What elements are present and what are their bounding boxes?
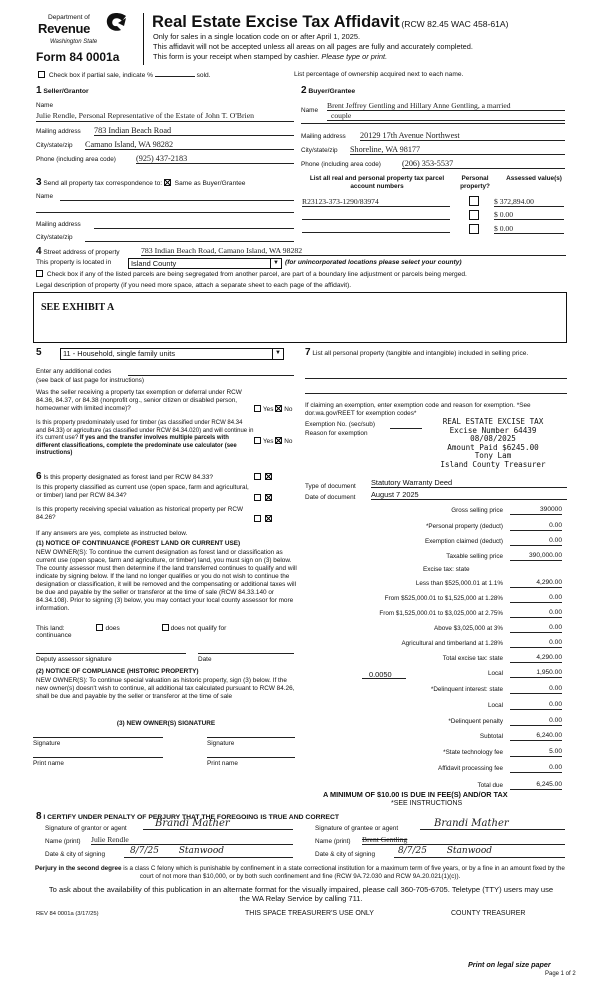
tech-fee-label: *State technology fee [443,749,503,756]
gross-value[interactable]: 390000 [510,506,562,515]
gross-label: Gross selling price [451,507,503,514]
buyer-phone: (206) 353-5537 [402,159,454,168]
grantee-name-label: Name (print) [315,838,351,845]
perjury-text: is a class C felony which is punishable by confinement in a state correctional institution for a maximum term of five years, or by a fine in an amount fixed by the court of not more than $10,000, or by both such confinement and fine (RCW 9A.72.030 and RCW 9A.20.021(1)(c)). [123,865,565,880]
header-sub3: This form is your receipt when stamped by cashier. [153,52,320,61]
notice2-text [36,677,298,701]
buyer-mailing-field[interactable] [360,131,565,141]
county-treasurer-label: COUNTY TREASURER [451,910,526,917]
tier1-label: Less than $525,000.01 at 1.1% [415,580,503,587]
does-not-qualify-checkbox[interactable] [162,624,169,631]
parcel-number-field[interactable] [302,210,450,220]
grantee-date: 8/7/25 [398,846,427,856]
dept-line1: Department of [48,14,90,21]
deputy-sig-line [36,653,186,654]
personal-property-checkbox[interactable] [469,224,479,234]
notice1-a: NEW OWNER(S): To continue the current designation as forest land or classification as current use (open space, farm and agriculture, or timber) land, you must sign on (3) below. [36,549,292,565]
partial-sale-checkbox[interactable] [38,71,45,78]
local-label: Local [487,670,503,677]
continuance-label: continuance [36,632,72,639]
seller-city-label: City/state/zip [36,142,73,149]
deputy-sig-label: Deputy assessor signature [36,656,112,663]
exemption-no-checkbox[interactable] [275,405,282,412]
buyer-name-line-3 [301,123,565,124]
seller-city-field[interactable] [85,140,294,150]
unincorporated-note: (for unincorporated locations please select your county) [285,259,462,266]
buyer-num: 2 [301,85,307,96]
no-label: No [284,438,293,445]
parcel-col2-head: Personal property? [460,175,490,190]
subtotal-value[interactable]: 6,240.00 [510,732,562,741]
segregated-checkbox[interactable] [36,270,43,277]
grantor-sig-label: Signature of grantor or agent [45,825,127,832]
grantor-date-field[interactable] [124,846,293,858]
see-back-note: (see back of last page for instructions) [36,377,144,384]
grantor-name: Julie Rendle [91,835,129,844]
perjury-note [33,865,567,881]
form-number: Form 84 0001a [36,50,120,64]
doc-type-label: Type of document [305,483,356,490]
buyer-city-field[interactable] [350,145,565,155]
located-label: This property is located in [36,259,112,266]
grantor-name-field[interactable] [91,835,293,845]
tier5-label: Agricultural and timberland at 1.28% [401,640,503,647]
header-sub1: Only for sales in a single location code on or after April 1, 2025. [153,32,361,41]
grantor-date-label: Date & city of signing [45,851,106,858]
grantee-name: Brent Gentling [362,835,408,844]
dor-swoosh-icon [104,12,128,34]
parcel-number-field[interactable] [302,197,450,207]
assessed-value-field[interactable] [494,210,564,220]
form-title-row [152,12,509,33]
buyer-city: Shoreline, WA 98177 [350,145,421,154]
grantee-date-label: Date & city of signing [315,851,376,858]
grantor-name-label: Name (print) [45,838,81,845]
section7-row [305,347,567,360]
chevron-down-icon: ▼ [270,259,281,269]
section6-num: 6 [36,471,42,482]
treasurer-use-label: THIS SPACE TREASURER'S USE ONLY [245,910,374,917]
personal-property-line-2 [305,393,567,394]
parcel-col1-head: List all real and personal property tax parcel account numbers [309,175,445,190]
header-sub2: This affidavit will not be accepted unless all areas on all pages are fully and accurately completed. [153,42,473,51]
buyer-name-field[interactable] [327,101,565,111]
total-state-label: Total excise tax: state [442,655,503,662]
see-instructions: *SEE INSTRUCTIONS [391,800,463,807]
delinq-local-value[interactable]: 0.00 [510,701,562,710]
legal-description-box[interactable] [33,292,567,343]
seller-num: 1 [36,85,42,96]
dept-line3: Washington State [50,39,98,45]
segregated-note: Check box if any of the listed parcels are being segregated from another parcel, are part of a boundary line adjustment or parcels being merged. [46,271,467,278]
stamp-line-4: Amount Paid $6245.00 [447,442,539,452]
corr-mailing-label: Mailing address [36,221,81,228]
timber-no-checkbox[interactable] [275,437,282,444]
reason-label: Reason for exemption [305,430,368,437]
historic-no-checkbox[interactable] [265,515,272,522]
stamp-line-3: 08/08/2025 [470,434,516,443]
grantee-signature: Brandi Mather [434,818,509,829]
current-use-no-checkbox[interactable] [265,494,272,501]
street-address: 783 Indian Beach Road, Camano Island, WA 98282 [141,246,303,255]
buyer-city-label: City/state/zip [301,147,338,154]
correspondence-row [36,177,245,190]
owner-print-line-1 [33,757,163,758]
assessed-value-3: $ 0.00 [494,224,513,233]
perjury-bold: Perjury in the second degree [35,865,122,872]
exemption-question: Was the seller receiving a property tax exemption or deferral under RCW 84.36, 84.37, or 84.38 (nonprofit org., senior citizen or disabled person, homeowner with limited income)? [36,389,242,412]
seller-phone-label: Phone (including area code) [36,156,116,163]
stamp-line-5: Tony Lam [474,451,512,460]
dept-line2: Revenue [38,21,91,36]
delinq-state-value[interactable]: 0.00 [510,685,562,694]
doc-type-field[interactable] [371,478,567,488]
treasurer-stamp [418,418,568,469]
grantor-signature-field[interactable] [143,818,293,830]
grantee-sig-label: Signature of grantee or agent [315,825,399,832]
land-use-value: 11 - Household, single family units [63,349,176,358]
deputy-date-label: Date [198,656,212,663]
street-label: Street address of property [43,249,120,256]
header-sub3-row [153,52,387,61]
seller-heading [36,85,89,98]
partial-sale-row [38,71,211,80]
assessed-value-field[interactable] [494,197,564,207]
segregated-row [36,270,467,279]
grantee-name-field[interactable] [362,835,565,845]
tier4-label: Above $3,025,000 at 3% [434,625,503,632]
assessed-value-field[interactable] [494,224,564,234]
tier2-label: From $525,000.01 to $1,525,000 at 1.28% [384,595,503,602]
buyer-phone-field[interactable] [402,159,565,169]
total-due-value[interactable]: 6,245.00 [510,781,562,790]
buyer-name-l2: couple [331,111,352,120]
buyer-mailing: 20129 17th Avenue Northwest [360,131,460,140]
delinq-penalty-value[interactable]: 0.00 [510,717,562,726]
local-value[interactable]: 1,950.00 [510,669,562,678]
corr-name-line-2 [36,212,294,213]
chevron-down-icon: ▼ [272,349,283,360]
deputy-date-line [198,653,294,654]
buyer-title: Buyer/Grantee [308,88,356,95]
legal-description: SEE EXHIBIT A [41,302,115,313]
corr-city-line [85,241,294,242]
seller-city: Camano Island, WA 98282 [85,140,174,149]
affidavit-fee-value[interactable]: 0.00 [510,764,562,773]
section7-num: 7 [305,347,311,358]
notice1-b: The county assessor must then determine if the land transferred continues to qualify and will indicate by signing below. If the land no longer qualifies or you do not wish to continue the designation or classification, it will be removed and the compensating or additional taxes will be due and payable by the seller or transferor at the time of sale (RCW 84.33.140 or 84.34.108). Prior to signing (3) below, you may contact your local county assessor for more information. [36,565,297,613]
personal-property-line-1 [305,378,567,379]
stamp-line-6: Island County Treasurer [440,459,546,469]
corr-city-label: City/state/zip [36,234,73,241]
buyer-mailing-label: Mailing address [301,133,346,140]
delinq-local-label: Local [487,702,503,709]
owner-signature-label-2: Signature [207,740,235,747]
county-value: Island County [131,259,177,268]
subtotal-label: Subtotal [479,733,503,740]
seller-title: Seller/Grantor [43,88,89,95]
stamp-line-2: Excise Number 64439 [449,425,537,435]
buyer-phone-label: Phone (including area code) [301,161,381,168]
yes-label: Yes [263,406,274,413]
local-rate: 0.0050 [369,670,392,679]
exemption-no-label: Exemption No. (sec/sub) [305,421,375,428]
tier1-value[interactable]: 4,290.00 [510,579,562,588]
seller-mailing: 783 Indian Beach Road [94,126,172,135]
grantee-signature-field[interactable] [420,818,565,830]
notice2-heading: (2) NOTICE OF COMPLIANCE (HISTORIC PROPERTY) [36,668,199,675]
tier4-value[interactable]: 0.00 [510,624,562,633]
alt-format-note: To ask about the availability of this publication in an alternate format for the visually impaired, please call 360-705-6705. Teletype (TTY) users may use the WA Relay Service by calling 711. [48,885,554,904]
grantor-signature: Brandi Mather [155,818,230,829]
tier3-label: From $1,525,000.01 to $3,025,000 at 2.75% [379,610,503,617]
current-use-yes-checkbox[interactable] [254,494,261,501]
total-due-label: Total due [477,782,503,789]
header-divider [143,13,144,65]
partial-percent-field[interactable] [155,76,195,77]
timber-question-b: If yes and the transfer involves multiple parcels with different classifications, complete the predominate use calculator (see instructions) [36,435,237,456]
does-label: does [105,625,120,632]
owner-print-label-2: Print name [207,760,238,767]
current-use-question: Is this property classified as current use (open space, farm and agricultural, or timber) land per RCW 84.34? [36,484,249,499]
additional-codes-line [128,375,294,376]
historic-yes-no [254,515,274,524]
owner-sig-line-1 [33,737,163,738]
tier2-value[interactable]: 0.00 [510,594,562,603]
seller-name-label: Name [36,102,54,109]
tech-fee-value[interactable]: 5.00 [510,748,562,757]
total-state-value[interactable]: 4,290.00 [510,654,562,663]
notice2-b: If the new owner(s) doesn't wish to continue, all additional tax calculated pursuant to RCW 84.26, shall be due and payable by the seller or transferor at the time of sale [36,677,295,701]
timber-yes-no [254,437,292,446]
form-rcw: (RCW 82.45 WAC 458-61A) [401,19,509,29]
affidavit-fee-label: Affidavit processing fee [438,765,503,772]
legal-paper-note: Print on legal size paper [468,960,551,969]
assessed-value-1: $ 372,894.00 [494,197,534,206]
timber-yes-checkbox[interactable] [254,437,261,444]
parcel-col3-head: Assessed value(s) [506,175,562,182]
parcel-number-field[interactable] [302,223,450,233]
forest-yes-no [254,473,274,482]
yes-label: Yes [263,438,274,445]
taxable-label: Taxable selling price [446,553,503,560]
page-number: Page 1 of 2 [545,971,576,977]
this-land-label: This land: [36,625,65,632]
no-label: No [284,406,293,413]
notice1-heading: (1) NOTICE OF CONTINUANCE (FOREST LAND OR CURRENT USE) [36,540,241,547]
historic-yes-checkbox[interactable] [254,515,261,522]
does-qualify-checkbox[interactable] [96,624,103,631]
buyer-name-l1: Brent Jeffrey Gentling and Hillary Anne Gentling, a married [327,101,511,110]
street-address-field[interactable] [141,246,566,256]
street-num: 4 [36,246,42,257]
tier3-value[interactable]: 0.00 [510,609,562,618]
buyer-heading [301,85,355,98]
seller-name: Julie Rendle, Personal Representative of the Estate of John T. O'Brien [36,111,255,120]
if-yes-note: If any answers are yes, complete as instructed below. [36,530,188,537]
local-rate-line [362,678,406,679]
personal-label: *Personal property (deduct) [425,523,503,530]
grantee-city: Stanwood [446,846,492,856]
legal-label: Legal description of property (if you need more space, attach a separate sheet to each page of the affidavit). [36,282,352,289]
correspondence-label: Send all property tax correspondence to: [43,180,163,187]
dor-logo [38,12,130,48]
corr-name-label: Name [36,193,54,200]
new-owner-sig-heading: (3) NEW OWNER(S) SIGNATURE [116,720,216,727]
forest-no-checkbox[interactable] [265,473,272,480]
owner-print-line-2 [207,757,295,758]
personal-value[interactable]: 0.00 [510,522,562,531]
ownership-note: List percentage of ownership acquired next to each name. [294,71,464,78]
grantor-date: 8/7/25 [130,846,159,856]
county-select[interactable] [128,258,282,269]
excise-state-label: Excise tax: state [423,566,470,573]
owner-print-label-1: Print name [33,760,64,767]
correspondence-num: 3 [36,177,42,188]
doc-date: August 7 2025 [371,490,419,499]
buyer-name-field-2[interactable] [327,111,565,121]
buyer-name-label: Name [301,107,319,114]
personal-property-label: List all personal property (tangible and intangible) included in selling price. [312,350,529,357]
owner-signature-label-1: Signature [33,740,61,747]
partial-sale-label: Check box if partial sale, indicate % [48,72,153,79]
seller-name-field[interactable] [36,111,294,122]
parcel-number-1: R23123-373-1290/83974 [302,197,379,206]
same-as-buyer-checkbox[interactable] [164,179,171,186]
owner-sig-line-2 [207,737,295,738]
land-use-select[interactable] [60,348,284,360]
historic-question: Is this property receiving special valuation as historical property per RCW 84.26? [36,506,244,521]
doc-date-field[interactable] [371,490,567,500]
timber-question [36,420,254,458]
additional-codes-label: Enter any additional codes [36,368,112,375]
exemption-no-line [390,428,422,429]
does-not-label: does not qualify for [170,625,227,632]
partial-sold-label: sold. [196,72,211,79]
street-row [36,246,120,259]
exemption-yes-checkbox[interactable] [254,405,261,412]
doc-type: Statutory Warranty Deed [371,478,453,487]
corr-name-line [60,200,294,201]
notice1-text [36,549,298,614]
delinq-penalty-label: *Delinquent penalty [448,718,503,725]
personal-property-checkbox[interactable] [469,210,479,220]
certify-text: I CERTIFY UNDER PENALTY OF PERJURY THAT THE FOREGOING IS TRUE AND CORRECT [43,814,340,821]
rev-number: REV 84 0001a (3/17/25) [36,911,99,917]
same-as-buyer-label: Same as Buyer/Grantee [174,180,246,187]
section8-num: 8 [36,811,42,822]
doc-date-label: Date of document [305,494,356,501]
exemption-note: If claiming an exemption, enter exemption code and reason for exemption. *See dor.wa.gov/REET for exemption codes* [305,402,531,417]
current-use-yes-no [254,494,274,503]
grantee-date-field[interactable] [394,846,565,858]
forest-question: Is this property designated as forest land per RCW 84.33? [43,474,214,481]
header-sub3-italic: Please type or print. [321,52,388,61]
form-title: Real Estate Excise Tax Affidavit [152,13,400,31]
taxable-value[interactable]: 390,000.00 [510,552,562,561]
exemption-claimed-value[interactable]: 0.00 [510,537,562,546]
seller-mailing-field[interactable] [94,126,294,136]
stamp-line-1: REAL ESTATE EXCISE TAX [442,417,544,426]
exemption-claimed-label: Exemption claimed (deduct) [424,538,503,545]
forest-yes-checkbox[interactable] [254,473,261,480]
seller-phone-field[interactable] [136,154,294,164]
delinq-state-label: *Delinquent interest: state [430,686,503,693]
grantor-city: Stanwood [178,846,224,856]
section5-num: 5 [36,347,42,358]
exemption-yes-no [254,405,292,414]
corr-mailing-line [94,228,294,229]
forest-question-row [36,471,254,484]
seller-phone: (925) 437-2183 [136,154,188,163]
personal-property-checkbox[interactable] [469,196,479,206]
timber-question-a: Is this property predominately used for timber (as classified under RCW 84.34 and 84.33) or agriculture (as classified under RCW 84.34.020) and will continue in it's current use? [36,420,254,441]
tier5-value[interactable]: 0.00 [510,639,562,648]
seller-mailing-label: Mailing address [36,128,81,135]
notice2-a: NEW OWNER(S): To continue special valuation as historic property, sign (3) below. [36,677,271,684]
minimum-note: A MINIMUM OF $10.00 IS DUE IN FEE(S) AND/OR TAX [323,790,508,799]
assessed-value-2: $ 0.00 [494,210,513,219]
